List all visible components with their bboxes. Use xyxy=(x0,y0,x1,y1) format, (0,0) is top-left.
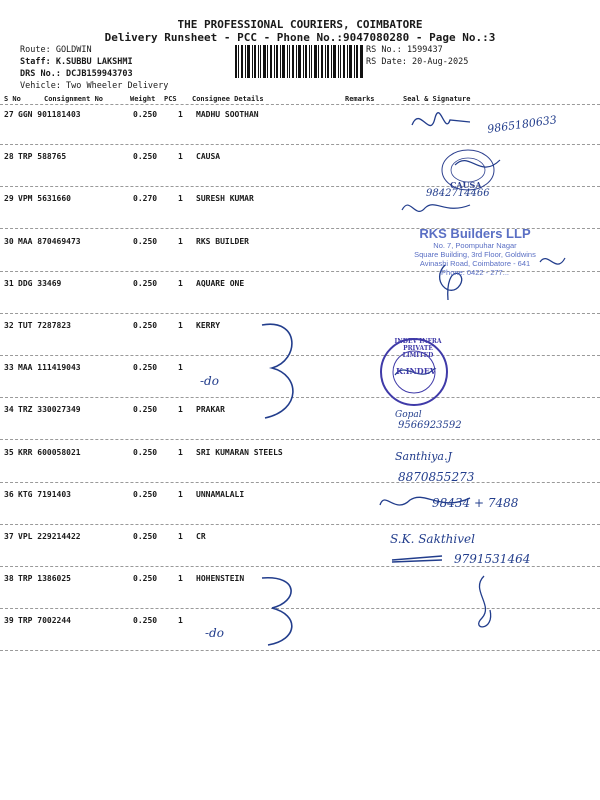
row-divider xyxy=(0,355,600,356)
cell-weight: 0.250 xyxy=(133,489,158,499)
handwritten-phone-36: 98434 + 7488 xyxy=(432,496,519,510)
cell-sno: 30 xyxy=(4,236,14,246)
cell-weight: 0.250 xyxy=(133,363,158,373)
cell-consignment: KRR 600058021 xyxy=(18,447,81,457)
cell-pcs: 1 xyxy=(178,405,183,415)
rs-date: RS Date: 20-Aug-2025 xyxy=(366,57,469,67)
route-label: Route: GOLDWIN xyxy=(20,45,92,55)
handwritten-phone-35: 8870855273 xyxy=(398,470,475,484)
cell-sno: 37 xyxy=(4,532,14,541)
cell-weight: 0.270 xyxy=(133,194,158,204)
col-header-consignment: Consignment No xyxy=(44,95,104,103)
col-header-consignee: Consignee Details xyxy=(192,95,264,103)
ditto-brace-2 xyxy=(262,578,292,645)
handwritten-phone-27: 9865180633 xyxy=(486,113,558,136)
cell-pcs: 1 xyxy=(178,110,183,119)
barcode xyxy=(235,45,363,78)
cell-weight: 0.250 xyxy=(133,321,158,330)
cell-consignment: MAA 870469473 xyxy=(18,236,81,246)
col-header-sno: S No xyxy=(4,95,21,103)
handwritten-sig-34: Gopal xyxy=(395,410,422,420)
cell-sno: 34 xyxy=(4,405,14,415)
cell-sno: 29 xyxy=(4,194,14,204)
ditto-brace-1 xyxy=(262,324,293,418)
col-header-weight: Weight xyxy=(130,95,156,103)
cell-pcs: 1 xyxy=(178,236,183,246)
cell-consignee: SRI KUMARAN STEELS xyxy=(196,447,283,457)
row-divider xyxy=(0,186,600,187)
rs-number: RS No.: 1599437 xyxy=(366,45,443,55)
signature-row-38 xyxy=(479,576,491,627)
document-subtitle: Delivery Runsheet - PCC - Phone No.:9047080280 - Page No.:3 xyxy=(104,31,496,44)
cell-weight: 0.250 xyxy=(133,405,158,415)
cell-consignee: KERRY xyxy=(196,321,221,330)
handwritten-phone-29: 9842714466 xyxy=(426,188,490,199)
row-divider xyxy=(0,566,600,567)
cell-weight: 0.250 xyxy=(133,447,158,457)
cell-consignee: SURESH KUMAR xyxy=(196,194,254,204)
cell-consignment: DDG 33469 xyxy=(18,278,62,288)
handwritten-name-37: S.K. Sakthivel xyxy=(390,532,475,546)
cell-consignment: TRP 7002244 xyxy=(18,616,71,626)
row-divider xyxy=(0,482,600,483)
cell-sno: 28 xyxy=(4,152,14,162)
signature-row-27 xyxy=(412,113,470,126)
cell-pcs: 1 xyxy=(178,489,183,499)
cell-weight: 0.250 xyxy=(133,110,158,119)
cell-sno: 38 xyxy=(4,574,14,584)
col-header-pcs: PCS xyxy=(164,95,177,103)
signature-row-29 xyxy=(402,205,470,212)
cell-weight: 0.250 xyxy=(133,152,158,162)
cell-pcs: 1 xyxy=(178,574,183,584)
cell-pcs: 1 xyxy=(178,152,183,162)
cell-consignment: MAA 111419043 xyxy=(18,363,81,373)
vehicle-label: Vehicle: Two Wheeler Delivery xyxy=(20,81,169,91)
header-divider xyxy=(0,104,600,105)
row-divider xyxy=(0,144,600,145)
cell-consignment: KTG 7191403 xyxy=(18,489,71,499)
cell-consignment: TRP 1386025 xyxy=(18,574,71,584)
cell-pcs: 1 xyxy=(178,194,183,204)
cell-consignment: GGN 901181403 xyxy=(18,110,81,119)
cell-pcs: 1 xyxy=(178,363,183,373)
cell-consignee: AQUARE ONE xyxy=(196,278,245,288)
cell-sno: 39 xyxy=(4,616,14,626)
cell-pcs: 1 xyxy=(178,532,183,541)
staff-label: Staff: K.SUBBU LAKSHMI xyxy=(20,57,133,67)
row-divider xyxy=(0,650,600,651)
row-divider xyxy=(0,439,600,440)
document-title: THE PROFESSIONAL COURIERS, COIMBATORE xyxy=(177,18,423,31)
row-divider xyxy=(0,608,600,609)
cell-sno: 32 xyxy=(4,321,14,330)
cell-consignee: CR xyxy=(196,532,206,541)
ditto-mark-39: -do xyxy=(205,626,224,640)
cell-consignment: TUT 7287823 xyxy=(18,321,71,330)
cell-consignee: UNNAMALALI xyxy=(196,489,245,499)
cell-consignment: VPL 229214422 xyxy=(18,532,81,541)
cell-sno: 27 xyxy=(4,110,14,119)
cell-consignee: RKS BUILDER xyxy=(196,236,249,246)
cell-sno: 33 xyxy=(4,363,14,373)
cell-weight: 0.250 xyxy=(133,278,158,288)
cell-consignment: VPM 5631660 xyxy=(18,194,71,204)
cell-pcs: 1 xyxy=(178,616,183,626)
row-divider xyxy=(0,397,600,398)
cell-weight: 0.250 xyxy=(133,616,158,626)
handwritten-phone-37: 9791531464 xyxy=(454,552,531,566)
cell-consignee: HOHENSTEIN xyxy=(196,574,245,584)
col-header-remarks: Remarks xyxy=(345,95,375,103)
rks-builders-stamp: RKS Builders LLP No. 7, Poompuhar Nagar Square Building, 3rd Floor, Goldwins Avinashi Road, Coimbatore - 641 Phone: 0422 - 277... xyxy=(414,226,536,277)
cell-weight: 0.250 xyxy=(133,574,158,584)
ditto-mark-33: -do xyxy=(200,374,219,388)
col-header-seal: Seal & Signature xyxy=(403,95,471,103)
indev-seal-text: INDEV INFRA PRIVATE LIMITED xyxy=(394,338,442,359)
cell-consignee: PRAKAR xyxy=(196,405,225,415)
cell-weight: 0.250 xyxy=(133,236,158,246)
cell-weight: 0.250 xyxy=(133,532,158,541)
cell-consignee: CAUSA xyxy=(196,152,221,162)
handwritten-name-35: Santhiya.J xyxy=(395,450,452,463)
cell-consignment: TRZ 330027349 xyxy=(18,405,81,415)
handwritten-phone-34: 9566923592 xyxy=(398,420,462,431)
cell-sno: 35 xyxy=(4,447,14,457)
drs-label: DRS No.: DCJB159943703 xyxy=(20,69,133,79)
indev-seal-center: K.INDEV xyxy=(396,366,437,376)
row-divider xyxy=(0,313,600,314)
cell-sno: 36 xyxy=(4,489,14,499)
cell-consignee: MADHU SOOTHAN xyxy=(196,110,259,119)
causa-seal-text: CAUSA xyxy=(450,180,482,190)
cell-pcs: 1 xyxy=(178,321,183,330)
cell-pcs: 1 xyxy=(178,447,183,457)
row-divider xyxy=(0,524,600,525)
cell-consignment: TRP 588765 xyxy=(18,152,67,162)
cell-pcs: 1 xyxy=(178,278,183,288)
cell-sno: 31 xyxy=(4,278,14,288)
